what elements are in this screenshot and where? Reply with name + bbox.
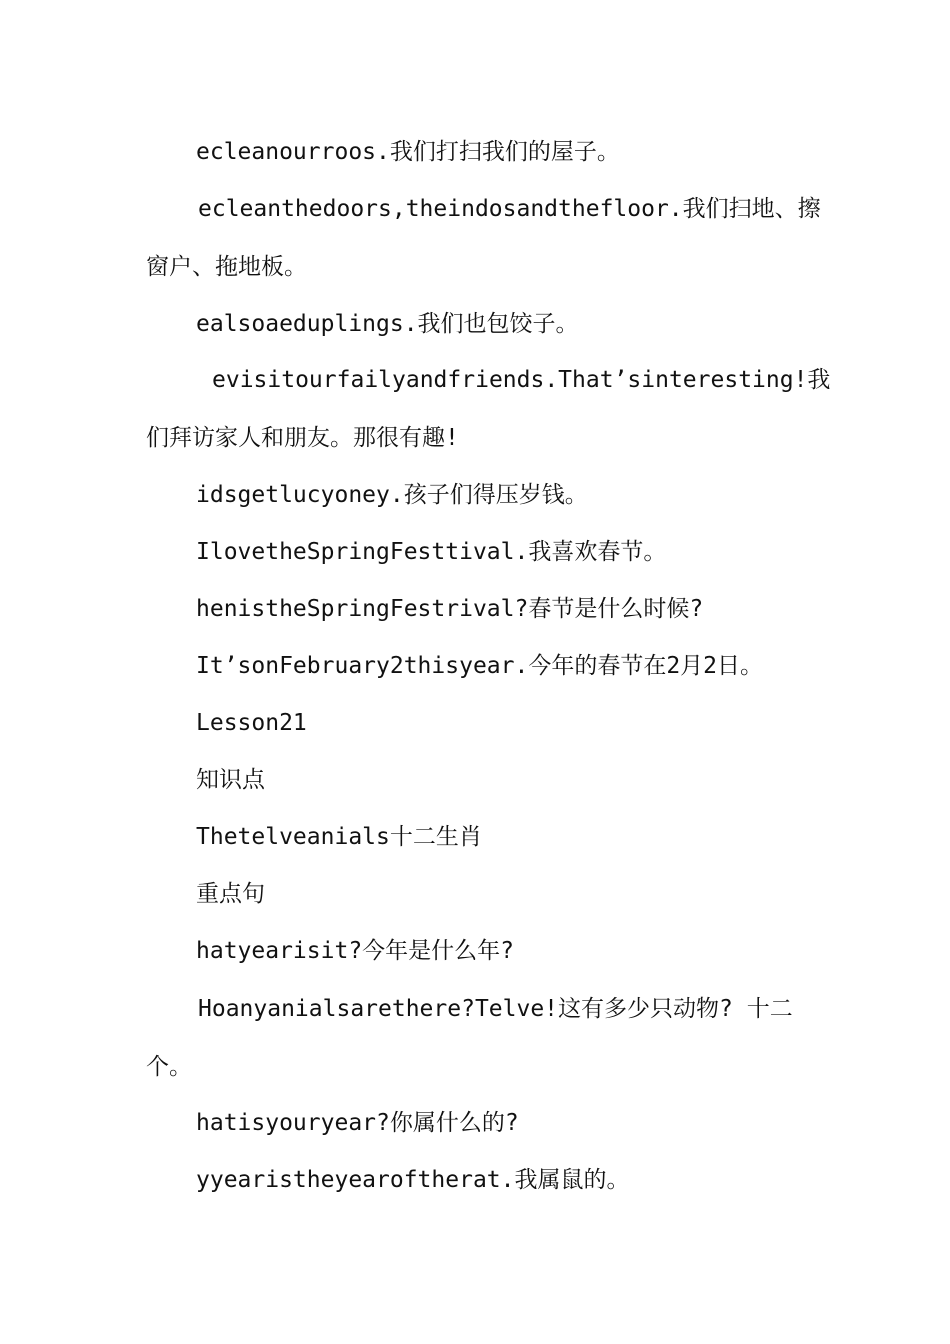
text-line: 个。	[146, 1054, 192, 1080]
text-line: Lesson21	[196, 710, 307, 736]
text-line: ealsoaeduplings.我们也包饺子。	[196, 311, 579, 337]
text-line: 知识点	[196, 767, 265, 793]
text-line: hatisyouryear?你属什么的?	[196, 1110, 519, 1136]
text-line: 重点句	[196, 881, 265, 907]
text-line: Thetelveanials十二生肖	[196, 824, 482, 850]
text-line: It’sonFebruary2thisyear.今年的春节在2月2日。	[196, 653, 764, 679]
text-line: hatyearisit?今年是什么年?	[196, 938, 515, 964]
text-line: yyearistheyearoftherat.我属鼠的。	[196, 1167, 630, 1193]
text-line: ecleanourroos.我们打扫我们的屋子。	[196, 139, 620, 165]
text-line: 们拜访家人和朋友。那很有趣!	[146, 425, 459, 451]
text-line: IlovetheSpringFesttival.我喜欢春节。	[196, 539, 667, 565]
text-line: idsgetlucyoney.孩子们得压岁钱。	[196, 482, 588, 508]
text-line: 窗户、拖地板。	[146, 254, 307, 280]
text-line: ecleanthedoors,theindosandthefloor.我们扫地、擦	[198, 196, 821, 222]
text-line: Hoanyanialsarethere?Telve!这有多少只动物? 十二	[198, 996, 793, 1022]
text-line: henistheSpringFestrival?春节是什么时候?	[196, 596, 704, 622]
text-line: evisitourfailyandfriends.That’sinteresting!我	[212, 367, 831, 393]
